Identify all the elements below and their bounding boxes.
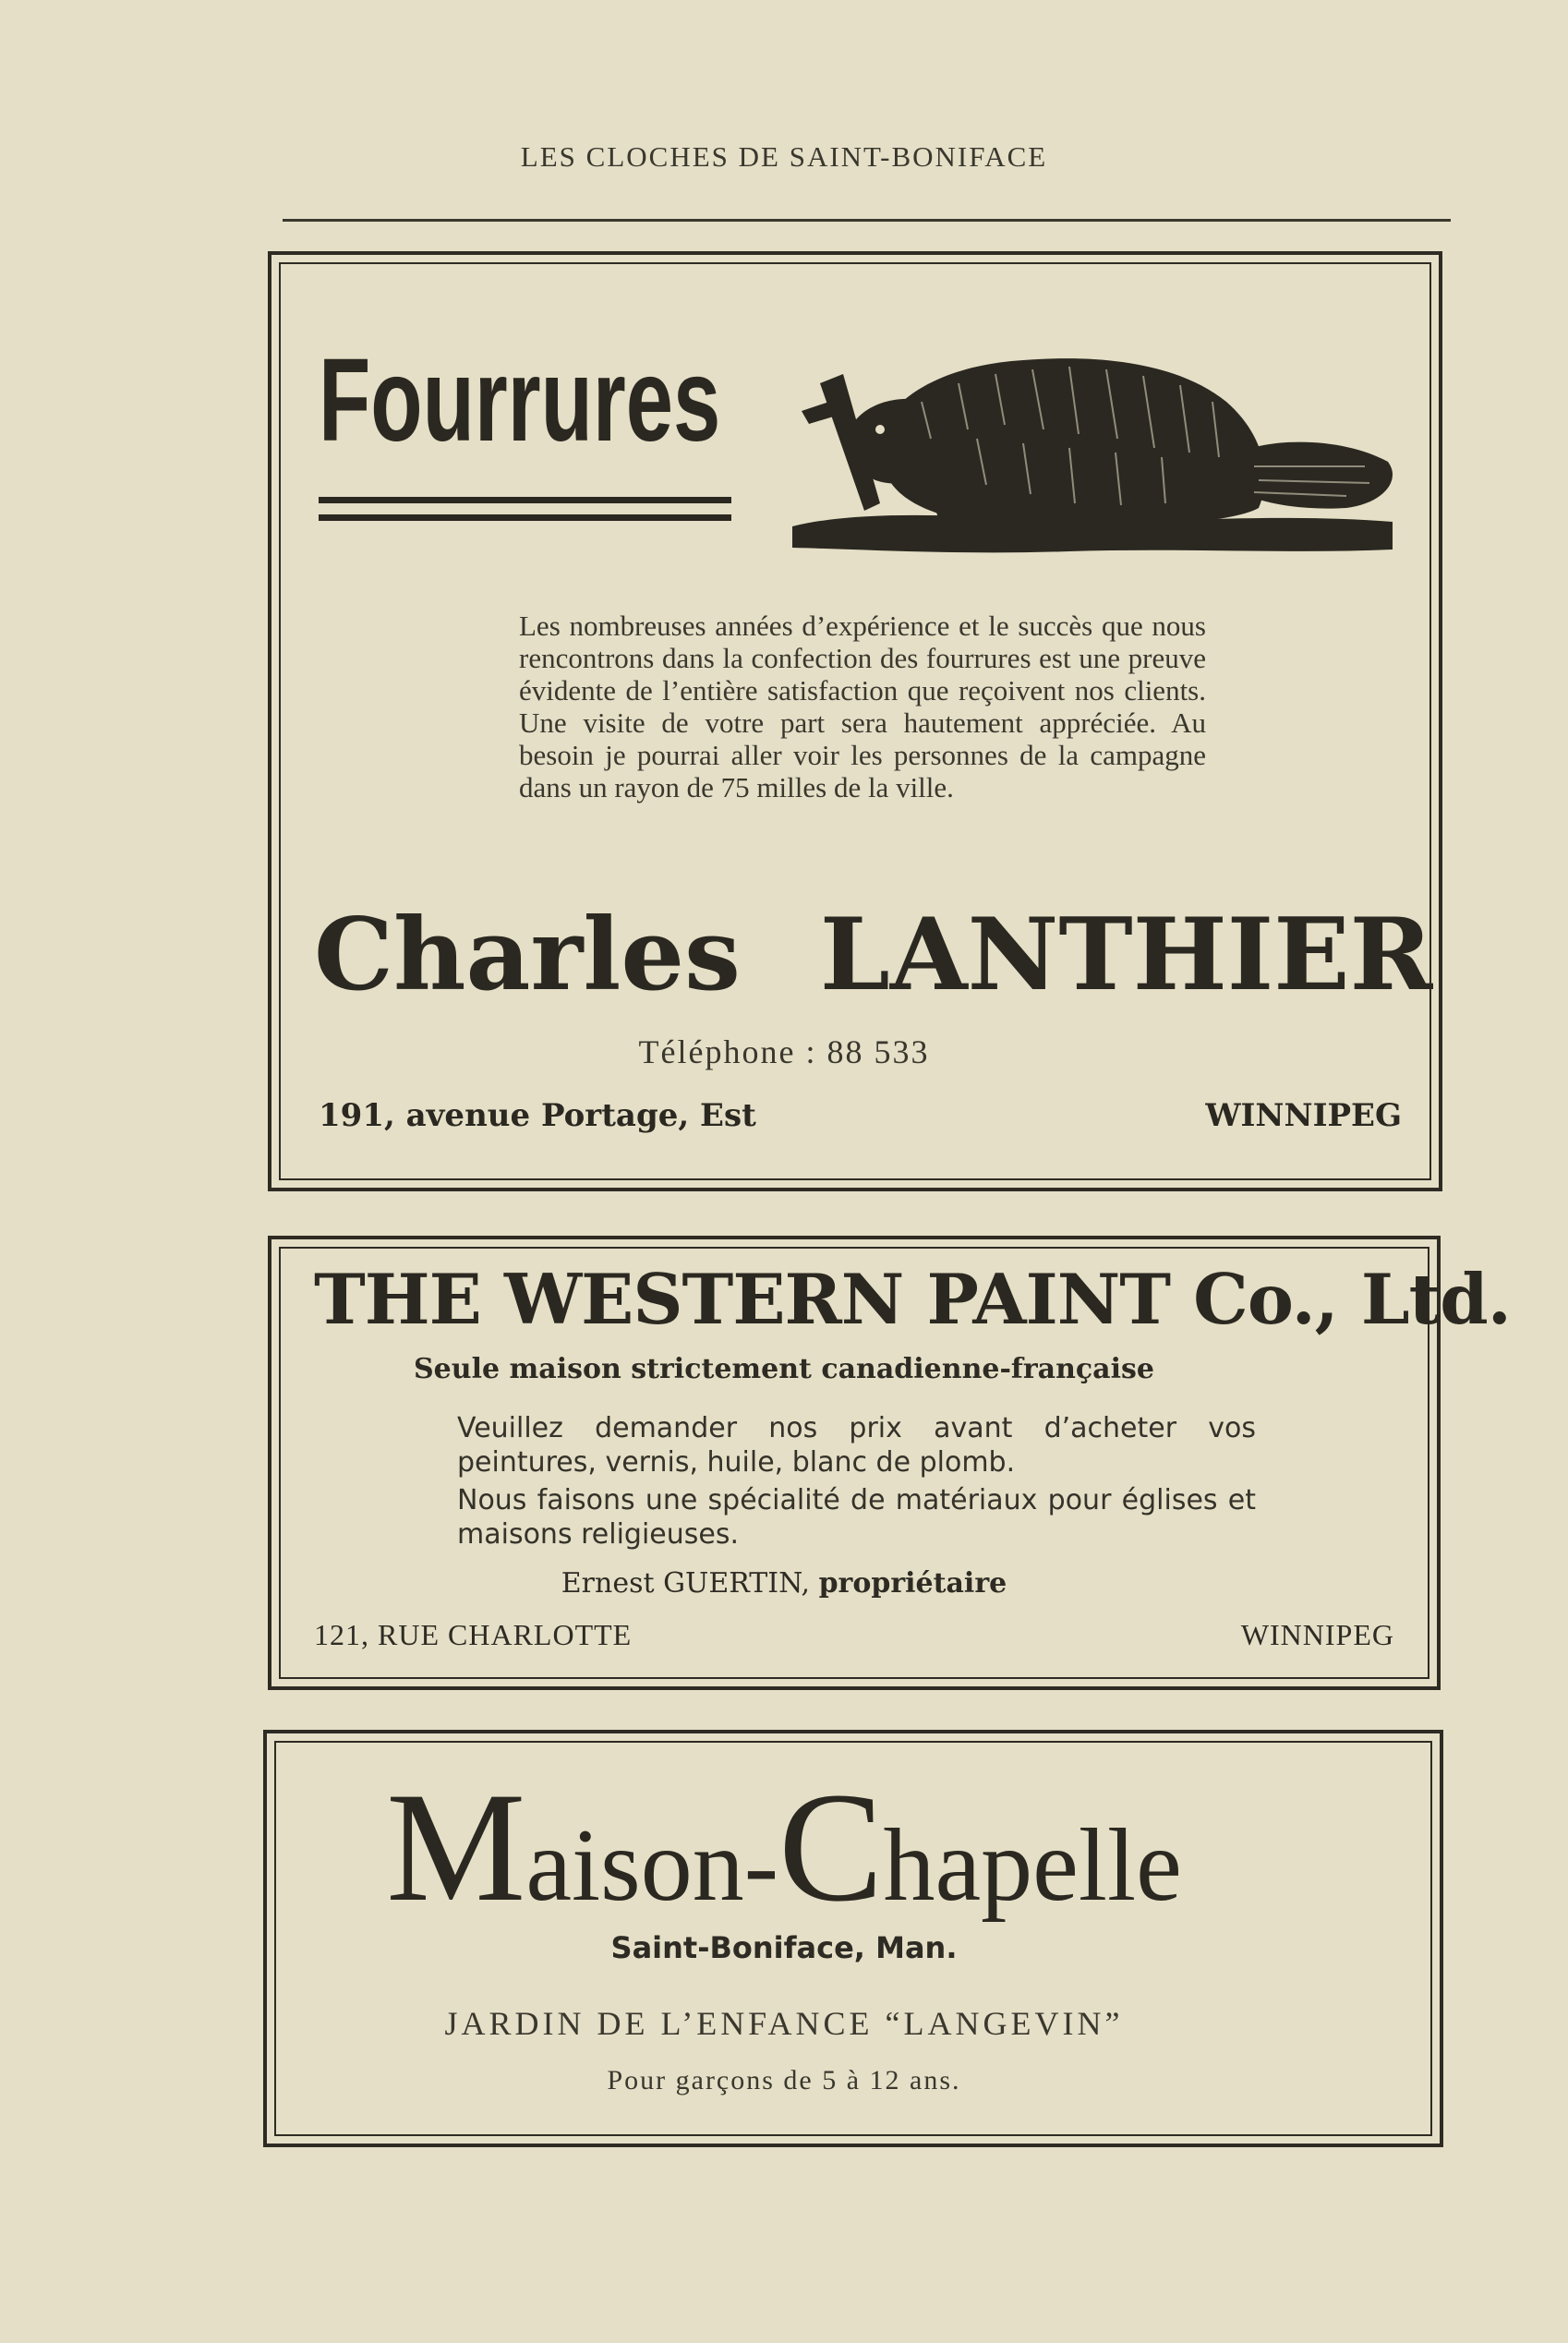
western-paint-text-1: Veuillez demander nos prix avant d’acheter vos peintures, vernis, huile, blanc de plomb. — [457, 1412, 1256, 1479]
title-rule — [319, 497, 731, 503]
lanthier-phone: Téléphone : 88 533 — [638, 1033, 930, 1070]
owner-name: Ernest GUERTIN, — [561, 1567, 811, 1600]
western-paint-owner — [0, 1567, 1568, 1600]
title-initial-m: M — [386, 1760, 526, 1934]
chapelle-place: Saint-Boniface, Man. — [610, 1930, 958, 1965]
western-paint-text-2: Nous faisons une spécialité de matériaux pour églises et maisons religieuses. — [457, 1484, 1256, 1551]
title-part-2: hapelle — [883, 1808, 1182, 1923]
running-head: LES CLOCHES DE SAINT-BONIFACE — [520, 140, 1048, 173]
title-part-1: aison- — [525, 1808, 779, 1923]
name-last: LANTHIER — [819, 897, 1433, 1013]
owner-role: propriétaire — [818, 1567, 1007, 1600]
maison-chapelle-title — [0, 1760, 1568, 1934]
beaver-illustration — [792, 328, 1402, 559]
lanthier-name — [314, 897, 1433, 1013]
chapelle-school: JARDIN DE L’ENFANCE “LANGEVIN” — [444, 2005, 1124, 2042]
lanthier-address: 191, avenue Portage, Est — [319, 1097, 756, 1134]
lanthier-city: WINNIPEG — [1205, 1097, 1402, 1134]
lanthier-ad-text: Les nombreuses années d’expérience et le succès que nous rencontrons dans la confection des fourrures est une preuve évidente de l’entière satisfaction que reçoivent nos clients. Une visite de votre part sera hautement appréciée. Au besoin je pourrai aller voir les personnes de la campagne dans un rayon de 75 milles de la ville. — [519, 610, 1206, 803]
chapelle-ages: Pour garçons de 5 à 12 ans. — [607, 2065, 961, 2095]
header-rule — [283, 219, 1451, 222]
western-paint-company: THE WESTERN PAINT Co., Ltd. — [314, 1259, 1511, 1340]
title-rule — [319, 514, 731, 521]
fourrures-title: Fourrures — [319, 334, 721, 466]
western-paint-address: 121, RUE CHARLOTTE — [314, 1618, 633, 1651]
western-paint-city: WINNIPEG — [1240, 1618, 1394, 1651]
name-first: Charles — [314, 897, 741, 1013]
western-paint-tagline: Seule maison strictement canadienne-française — [414, 1353, 1154, 1385]
title-initial-c: C — [778, 1760, 884, 1934]
